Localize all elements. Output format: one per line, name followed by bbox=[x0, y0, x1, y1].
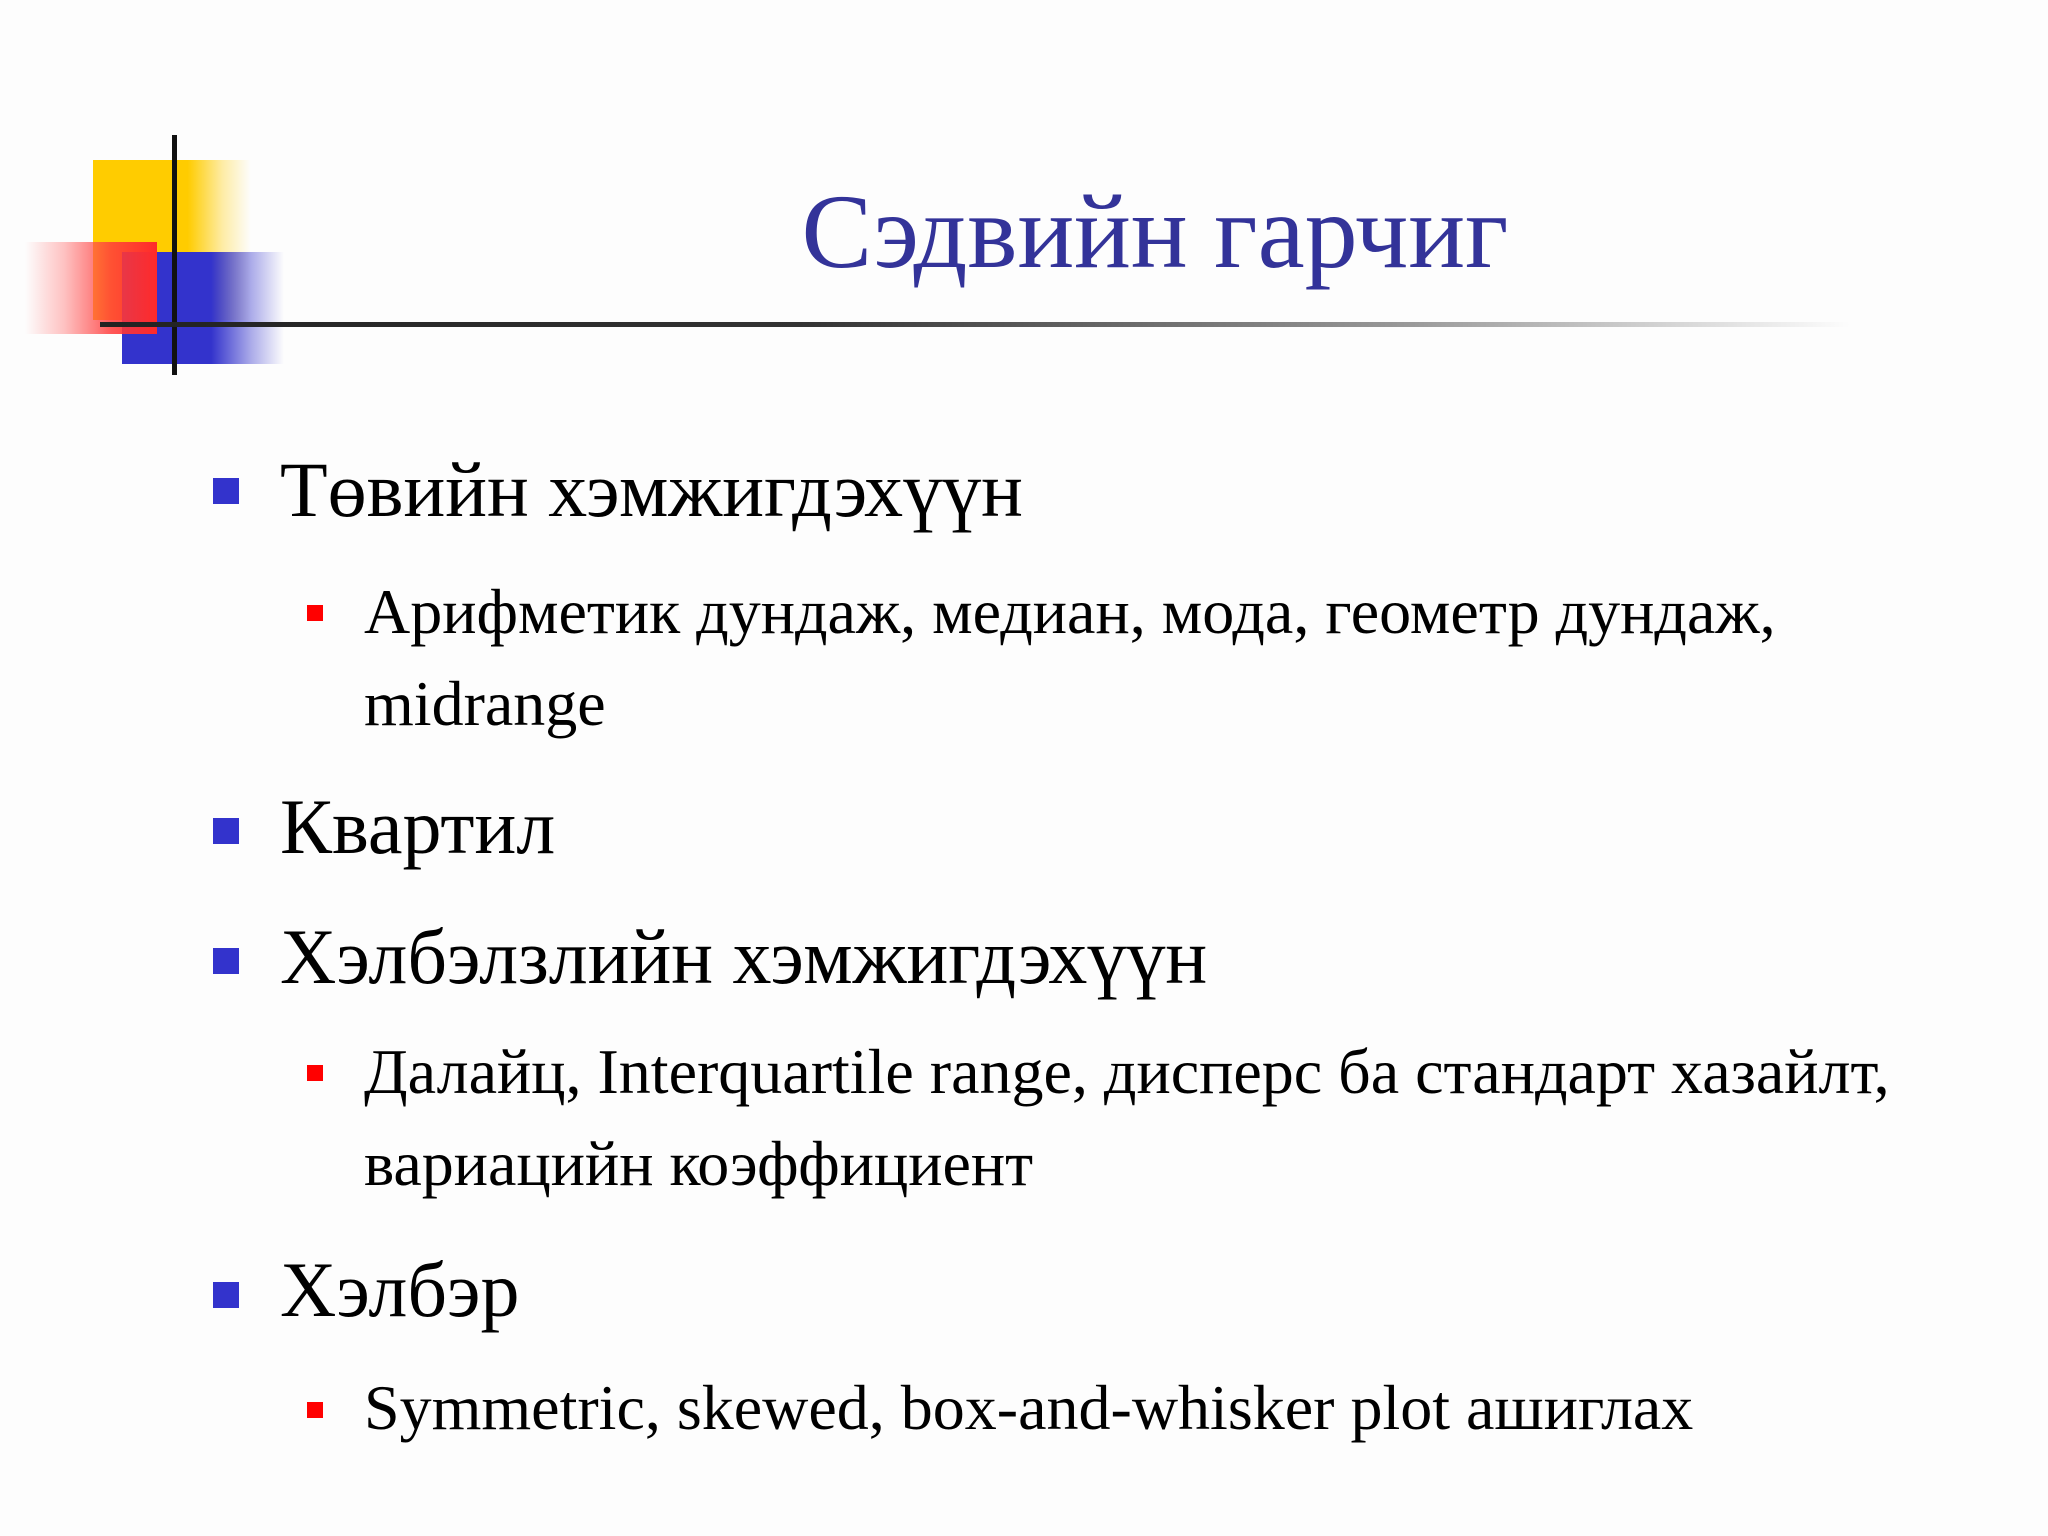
bullet-marker-level2 bbox=[307, 1402, 323, 1418]
bullet-item-level1: Төвийн хэмжигдэхүүн bbox=[280, 446, 1023, 533]
bullet-marker-level2 bbox=[307, 605, 323, 621]
bullet-marker-level1 bbox=[213, 948, 239, 974]
bullet-item-level2: Далайц, Interquartile range, дисперс ба стандарт хазайлт, вариацийн коэффициент bbox=[364, 1036, 1890, 1199]
bullet-item-level1: Квартил bbox=[280, 783, 556, 870]
bullet-item-level1: Хэлбэр bbox=[280, 1246, 520, 1333]
bullet-item-level2: Арифметик дундаж, медиан, мода, геометр дундаж, midrange bbox=[364, 576, 1776, 739]
bullet-item-level1: Хэлбэлзлийн хэмжигдэхүүн bbox=[280, 913, 1208, 1000]
bullet-marker-level1 bbox=[213, 1282, 239, 1308]
slide-title: Сэдвийн гарчиг bbox=[801, 173, 1509, 290]
bullet-marker-level2 bbox=[307, 1065, 323, 1081]
bullet-marker-level1 bbox=[213, 818, 239, 844]
bullet-marker-level1 bbox=[213, 478, 239, 504]
bullet-item-level2: Symmetric, skewed, box-and-whisker plot ашиглах bbox=[364, 1372, 1694, 1443]
